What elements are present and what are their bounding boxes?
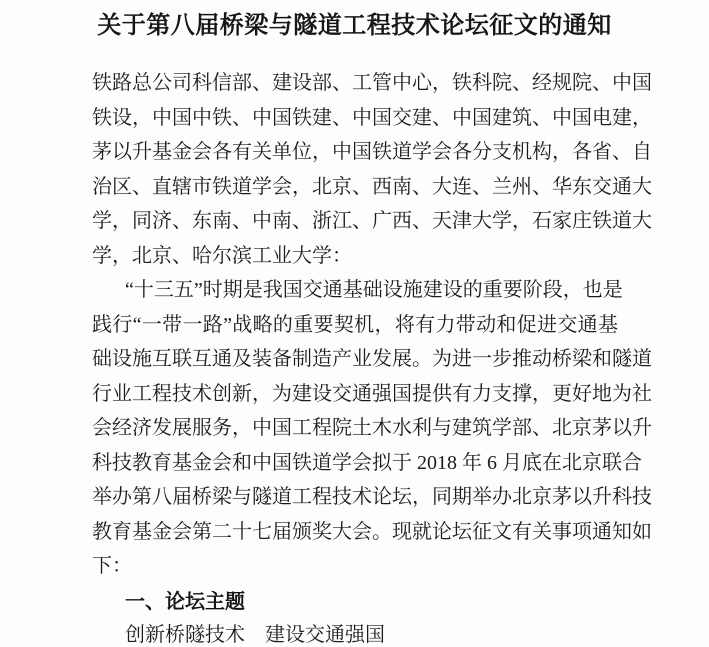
salutation-line: 学，同济、东南、中南、浙江、广西、天津大学，石家庄铁道大 (92, 210, 652, 232)
body-line: “十三五”时期是我国交通基础设施建设的重要阶段，也是 (125, 279, 623, 301)
body-line: 教育基金会第二十七届颁奖大会。现就论坛征文有关事项通知如 (92, 520, 652, 543)
body-paragraph (92, 273, 652, 584)
salutation-line: 茅以升基金会各有关单位，中国铁道学会各分支机构，各省、自 (92, 141, 652, 163)
section-heading: 一、论坛主题 (125, 588, 245, 613)
body-line: 科技教育基金会和中国铁道学会拟于 2018 年 6 月底在北京联合 (92, 451, 642, 474)
body-line: 举办第八届桥梁与隧道工程技术论坛，同期举办北京茅以升科技 (92, 486, 652, 508)
body-line: 下： (92, 555, 132, 577)
salutation-line: 铁路总公司科信部、建设部、工管中心，铁科院、经规院、中国 (92, 72, 652, 94)
body-line: 践行“一带一路”战略的重要契机，将有力带动和促进交通基 (92, 313, 618, 336)
body-line: 行业工程技术创新，为建设交通强国提供有力支撑，更好地为社 (92, 382, 652, 405)
body-line: 础设施互联互通及装备制造产业发展。为进一步推动桥梁和隧道 (92, 348, 652, 370)
salutation-line: 铁设，中国中铁、中国铁建、中国交建、中国建筑、中国电建， (92, 106, 652, 129)
document-body (92, 66, 652, 647)
document-title: 关于第八届桥梁与隧道工程技术论坛征文的通知 (97, 11, 612, 39)
forum-theme: 创新桥隧技术 建设交通强国 (125, 624, 385, 646)
salutation-line: 治区、直辖市铁道学会，北京、西南、大连、兰州、华东交通大 (92, 175, 652, 198)
salutation-line: 学，北京、哈尔滨工业大学： (92, 244, 352, 267)
salutation-paragraph (92, 66, 652, 273)
body-line: 会经济发展服务，中国工程院土木水利与建筑学部、北京茅以升 (92, 417, 652, 439)
